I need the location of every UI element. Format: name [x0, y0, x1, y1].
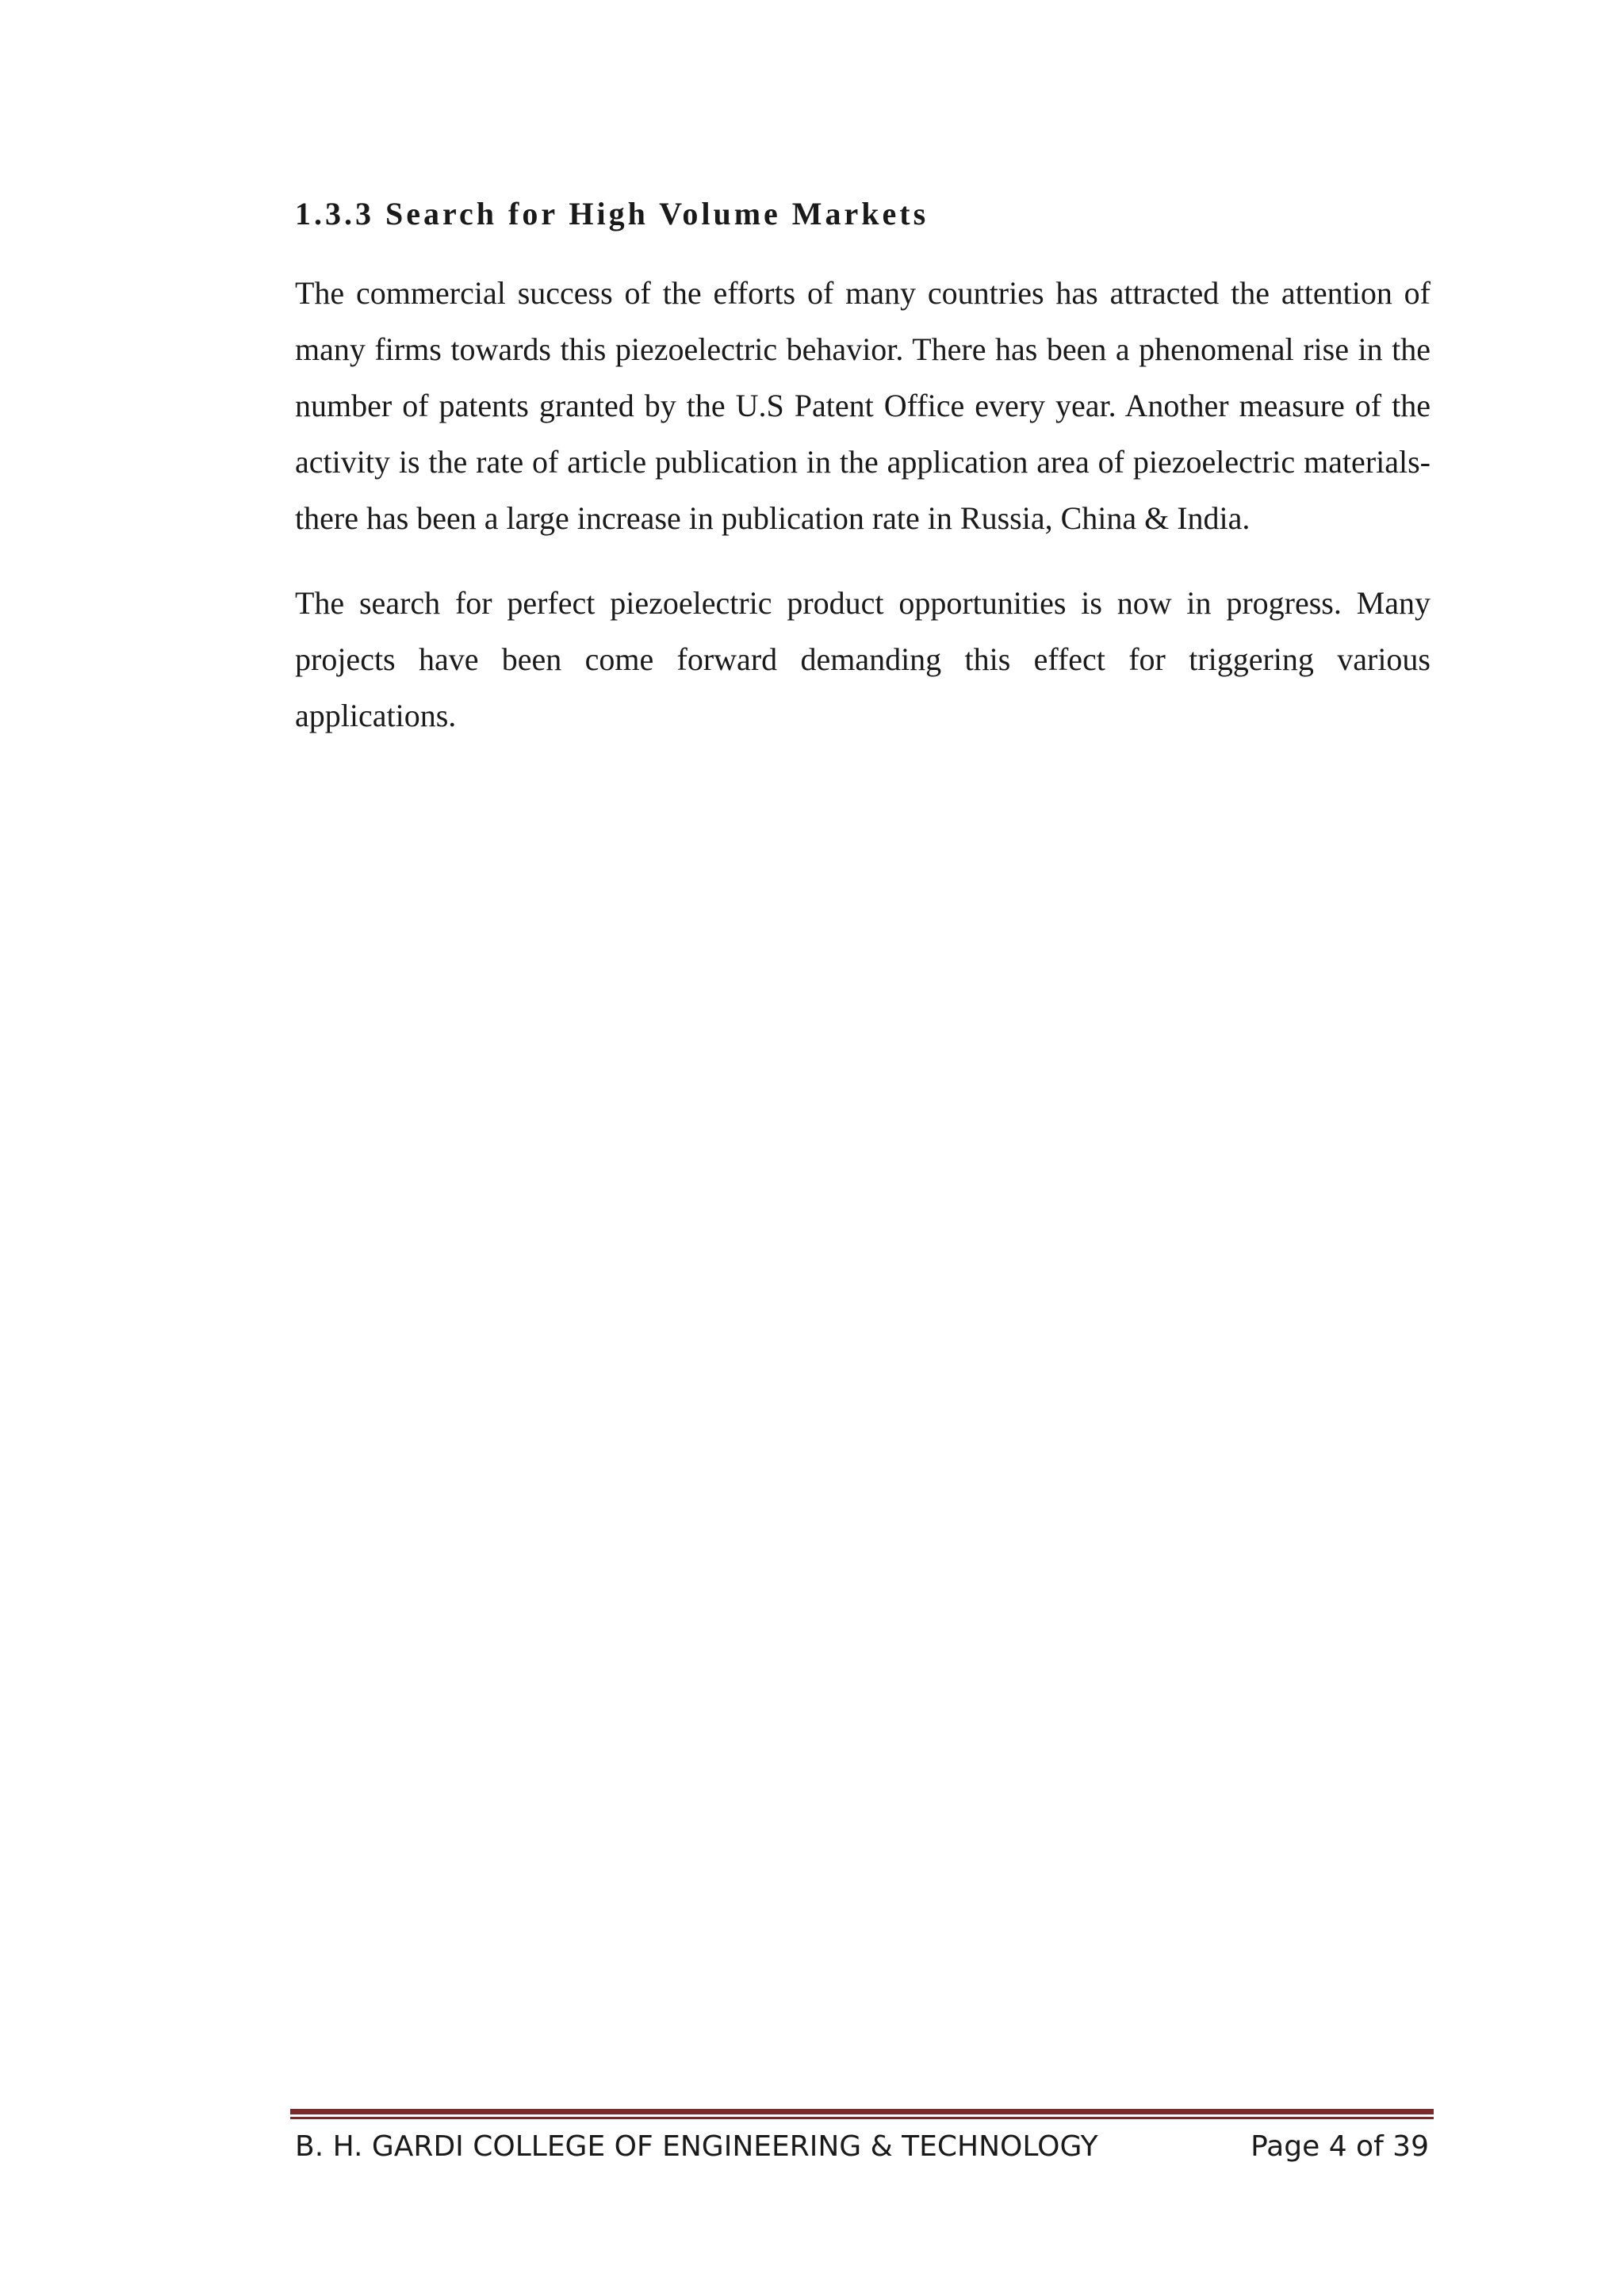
footer-rule-thin	[290, 2117, 1434, 2119]
footer-page-number: Page 4 of 39	[1251, 2130, 1429, 2163]
footer-text-row	[290, 2130, 1434, 2163]
paragraph-1: The commercial success of the efforts of many countries has attracted the attention of many firms towards this piezoelectric behavior. There has been a phenomenal rise in the number of patents granted by the U.S Patent Office every year. Another measure of the activity is the rate of article publication in the application area of piezoelectric materials- there has been a large increase in publication rate in Russia, China & India.	[295, 275, 1431, 536]
page-footer	[290, 2109, 1434, 2163]
footer-institution: B. H. GARDI COLLEGE OF ENGINEERING & TECHNOLOGY	[295, 2130, 1098, 2163]
section-heading: 1.3.3 Search for High Volume Markets	[295, 196, 929, 232]
footer-rule-thick	[290, 2109, 1434, 2114]
page-content	[295, 190, 1431, 772]
paragraph-2: The search for perfect piezoelectric product opportunities is now in progress. Many projects have been come forward demanding this effect for triggering various applications.	[295, 585, 1431, 733]
